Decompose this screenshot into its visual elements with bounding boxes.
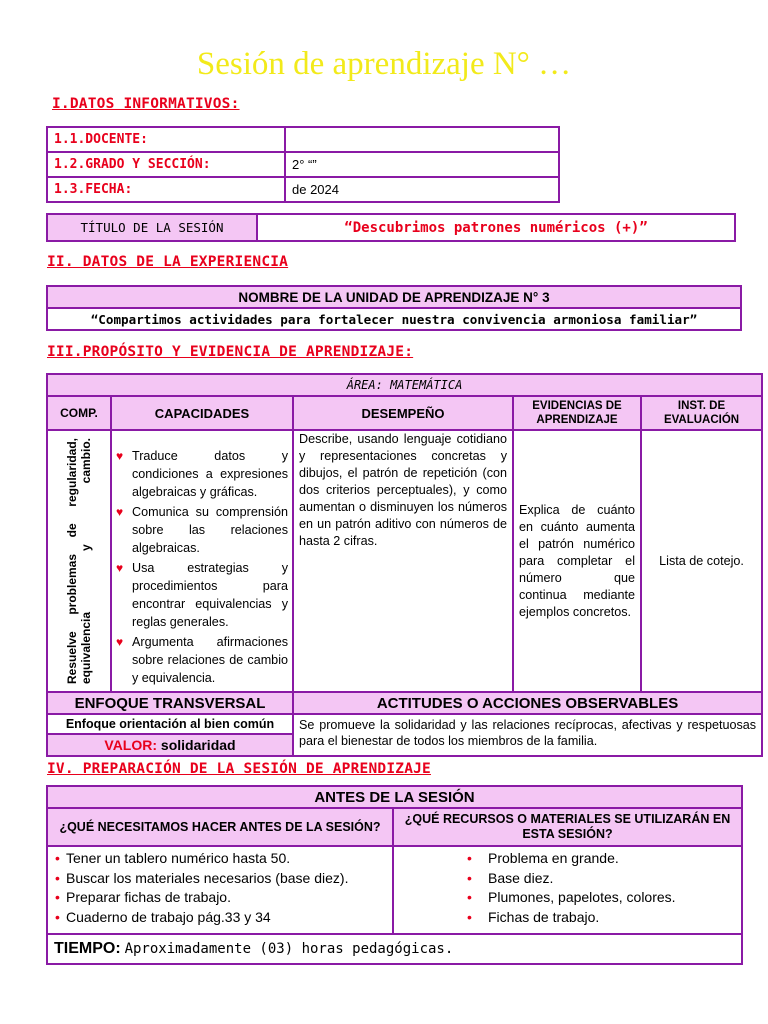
col2-header: ¿QUÉ RECURSOS O MATERIALES SE UTILIZARÁN EN ESTA SESIÓN? [393,808,742,846]
resource-item: • Problema en grande. [464,849,737,869]
bullet-icon: • [467,908,472,925]
task-item: • Cuaderno de trabajo pág.33 y 34 [52,908,388,928]
heart-bullet-icon: ♥ [116,505,124,519]
section-1-heading: I.DATOS INFORMATIVOS: [52,96,240,112]
preparacion-table [46,785,743,965]
tiempo-value: Aproximadamente (03) horas pedagógicas. [124,941,454,957]
bullet-icon: • [55,850,60,866]
capacidad-item: ♥ Traduce datos y condiciones a expresiones algebraicas y gráficas. [116,449,288,499]
grado-value[interactable]: 2° “” [285,152,559,177]
bullet-icon: • [467,869,472,886]
enfoque-header: ENFOQUE TRANSVERSAL [47,692,293,714]
area-header: ÁREA: MATEMÁTICA [47,374,762,396]
enfoque-name: Enfoque orientación al bien común [47,714,293,734]
desempeno-text: Describe, usando lenguaje cotidiano y representaciones concretas y dibujos, el patrón de repetición (con dos criterios perceptuales), y como aumentan o disminuyen los números en un patrón aditivo con números de hasta 2 cifras. [293,430,513,692]
tiempo-label: TIEMPO: [54,940,121,957]
heart-bullet-icon: ♥ [116,561,124,575]
antes-header: ANTES DE LA SESIÓN [47,786,742,808]
col1-header: ¿QUÉ NECESITAMOS HACER ANTES DE LA SESIÓN? [47,808,393,846]
task-item: • Preparar fichas de trabajo. [52,888,388,908]
resources-cell [393,846,742,934]
task-item: • Tener un tablero numérico hasta 50. [52,849,388,869]
heart-bullet-icon: ♥ [116,449,124,463]
bullet-icon: • [467,889,472,905]
section-2-heading: II. DATOS DE LA EXPERIENCIA [47,254,289,270]
evidencias-header: EVIDENCIAS DE APRENDIZAJE [513,396,641,430]
experiencia-table [46,285,742,331]
bullet-icon: • [467,850,472,866]
evidencia-text: Explica de cuánto en cuánto aumenta el patrón numérico para completar el número que continua mediante ejemplos concretos. [513,430,641,692]
capacidad-item: ♥ Argumenta afirmaciones sobre relaciones de cambio y equivalencia. [116,635,288,685]
comp-header: COMP. [47,396,111,430]
desempeno-header: DESEMPEÑO [293,396,513,430]
resource-item: • Base diez. [464,869,737,889]
instrumento-text: Lista de cotejo. [641,430,762,692]
resources-list [464,849,737,927]
datos-informativos-table [46,126,560,203]
page-title: Sesión de aprendizaje N° … [196,46,572,82]
valor-cell [47,734,293,756]
capacidades-list [114,447,288,687]
tiempo-cell [47,934,742,964]
capacidad-item: ♥ Comunica su comprensión sobre las relaciones algebraicas. [116,505,288,555]
tasks-cell [47,846,393,934]
actitud-text: Se promueve la solidaridad y las relaciones recíprocas, afectivas y respetuosas para el bienestar de todos los miembros de la familia. [293,714,762,756]
capacidades-header: CAPACIDADES [111,396,293,430]
grado-label: 1.2.GRADO Y SECCIÓN: [47,152,285,177]
fecha-value[interactable]: de 2024 [285,177,559,202]
heart-bullet-icon: ♥ [116,635,124,649]
session-title-label: TÍTULO DE LA SESIÓN [47,214,257,241]
resource-item: • Plumones, papelotes, colores. [464,888,737,908]
capacidades-cell [111,430,293,692]
section-3-heading: III.PROPÓSITO Y EVIDENCIA DE APRENDIZAJE: [47,344,414,360]
capacidad-item: ♥ Usa estrategias y procedimientos para encontrar equivalencias y reglas generales. [116,561,288,629]
docente-value[interactable] [285,127,559,152]
unit-name: “Compartimos actividades para fortalecer nuestra convivencia armoniosa familiar” [47,308,741,330]
docente-label: 1.1.DOCENTE: [47,127,285,152]
tasks-list [52,849,388,927]
session-title-value: “Descubrimos patrones numéricos (+)” [257,214,735,241]
inst-header: INST. DE EVALUACIÓN [641,396,762,430]
competencia-text: Resuelve problemas de regularidad, equivalencia y cambio. [65,438,93,684]
section-4-heading: IV. PREPARACIÓN DE LA SESIÓN DE APRENDIZAJE [47,761,431,777]
proposito-table [46,373,763,757]
valor-label: VALOR: [104,737,158,753]
actitudes-header: ACTITUDES O ACCIONES OBSERVABLES [293,692,762,714]
competencia-cell [47,430,111,692]
unit-label: NOMBRE DE LA UNIDAD DE APRENDIZAJE N° 3 [47,286,741,308]
task-item: • Buscar los materiales necesarios (base diez). [52,869,388,889]
bullet-icon: • [55,908,60,925]
bullet-icon: • [55,889,60,905]
valor-value: solidaridad [160,737,236,753]
bullet-icon: • [55,869,60,886]
session-title-table [46,213,736,242]
resource-item: • Fichas de trabajo. [464,908,737,928]
fecha-label: 1.3.FECHA: [47,177,285,202]
